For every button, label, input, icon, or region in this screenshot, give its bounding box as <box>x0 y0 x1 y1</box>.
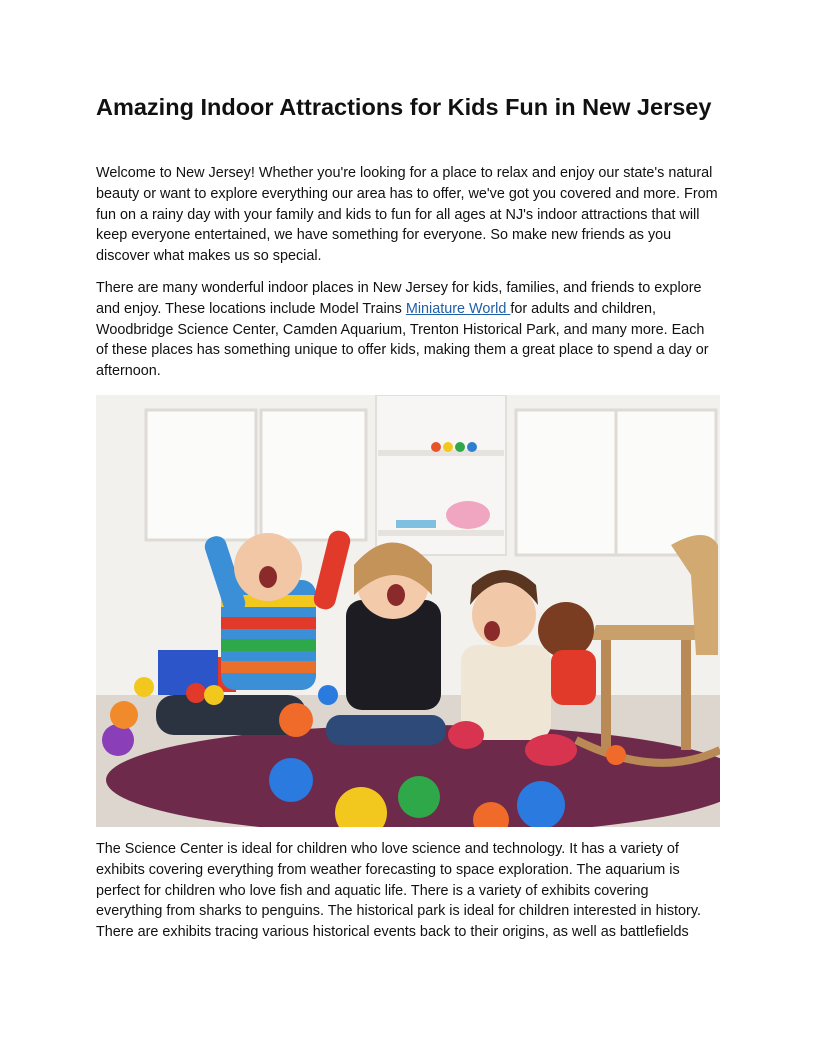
places-paragraph <box>96 278 718 382</box>
kids-playing-photo <box>96 395 720 827</box>
places-text-before-link: There are many wonderful indoor places in New Jersey for kids, families, and friends to explore and enjoy. These locations include Model Trains <box>96 280 702 317</box>
places-text-after-link: for adults and children, Woodbridge Science Center, Camden Aquarium, Trenton Historical Park, and many more. Each of these places has something unique to offer kids, making them a great place to spend a day or afternoon. <box>96 300 709 380</box>
miniature-world-link[interactable]: Miniature World <box>405 300 511 317</box>
intro-paragraph: Welcome to New Jersey! Whether you're looking for a place to relax and enjoy our state's natural beauty or want to explore everything our area has to offer, we've got you covered and more. From fun on a rainy day with your family and kids to fun for all ages at NJ's indoor attractions that will keep everyone entertained, we have something for everyone. So make new friends as you discover what makes us so special. <box>96 165 718 265</box>
details-paragraph: The Science Center is ideal for children who love science and technology. It has a variety of exhibits covering everything from weather forecasting to space exploration. The aquarium is perfect for children who love fish and aquatic life. There is a variety of exhibits covering everything from sharks to penguins. The historical park is ideal for children interested in history. There are exhibits tracing various historical events back to their origins, as well as battlefields <box>96 841 701 941</box>
article-title: Amazing Indoor Attractions for Kids Fun in New Jersey <box>96 94 712 120</box>
